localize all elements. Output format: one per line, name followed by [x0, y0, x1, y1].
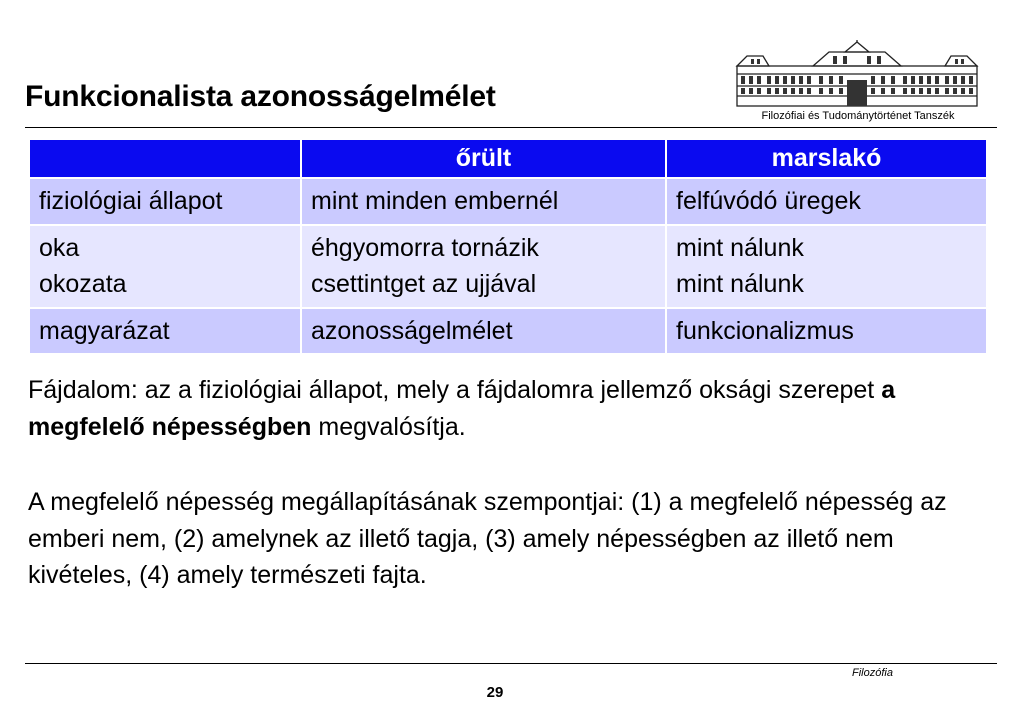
table-header-row	[30, 140, 986, 177]
cell-line: mint minden embernél	[311, 187, 559, 215]
cell-line: okozata	[39, 270, 127, 298]
cell-line: magyarázat	[39, 316, 170, 345]
table-row	[30, 226, 986, 307]
header-cell-empty	[30, 140, 300, 177]
cell-line: mint nálunk	[676, 233, 804, 262]
department-name: Filozófiai és Tudománytörténet Tanszék	[761, 110, 955, 122]
orult-cell	[302, 226, 665, 307]
cell-line: csettintget az ujjával	[311, 270, 537, 298]
definition-emphasis: a megfelelő népességben	[28, 376, 896, 441]
marslako-cell	[667, 226, 986, 307]
row-label-cell	[30, 179, 300, 224]
criteria-paragraph: A megfelelő népesség megállapításának szempontjai: (1) a megfelelő népesség az emberi nem, (2) amelynek az illető tagja, (3) amely népességben az illető nem kivételes, (4) amely természeti fajta.	[28, 488, 947, 589]
cell-line: éhgyomorra tornázik	[311, 233, 539, 262]
footer-label: Filozófia	[852, 667, 893, 679]
marslako-cell	[667, 309, 986, 354]
university-building-logo	[733, 40, 981, 108]
header-cell-marslako: marslakó	[667, 140, 986, 177]
cell-line: fiziológiai állapot	[39, 187, 223, 215]
cell-line: oka	[39, 233, 80, 262]
definition-text-end: megvalósítja.	[311, 412, 466, 441]
cell-line: funkcionalizmus	[676, 316, 854, 345]
page-number: 29	[486, 684, 504, 701]
slide-title: Funkcionalista azonosságelmélet	[25, 80, 496, 113]
title-divider	[25, 127, 997, 128]
cell-line: mint nálunk	[676, 270, 804, 298]
header-cell-orult: őrült	[302, 140, 665, 177]
footer-divider	[25, 663, 997, 664]
comparison-table	[28, 138, 988, 355]
cell-line: azonosságelmélet	[311, 316, 513, 345]
orult-cell	[302, 309, 665, 354]
table-row	[30, 179, 986, 224]
row-label-cell	[30, 309, 300, 354]
table-row	[30, 309, 986, 354]
marslako-cell	[667, 179, 986, 224]
cell-line: felfúvódó üregek	[676, 187, 861, 215]
definition-text: Fájdalom: az a fiziológiai állapot, mely a fájdalomra jellemző oksági szerepet	[28, 376, 882, 404]
row-label-cell	[30, 226, 300, 307]
definition-paragraph	[28, 372, 988, 445]
orult-cell	[302, 179, 665, 224]
